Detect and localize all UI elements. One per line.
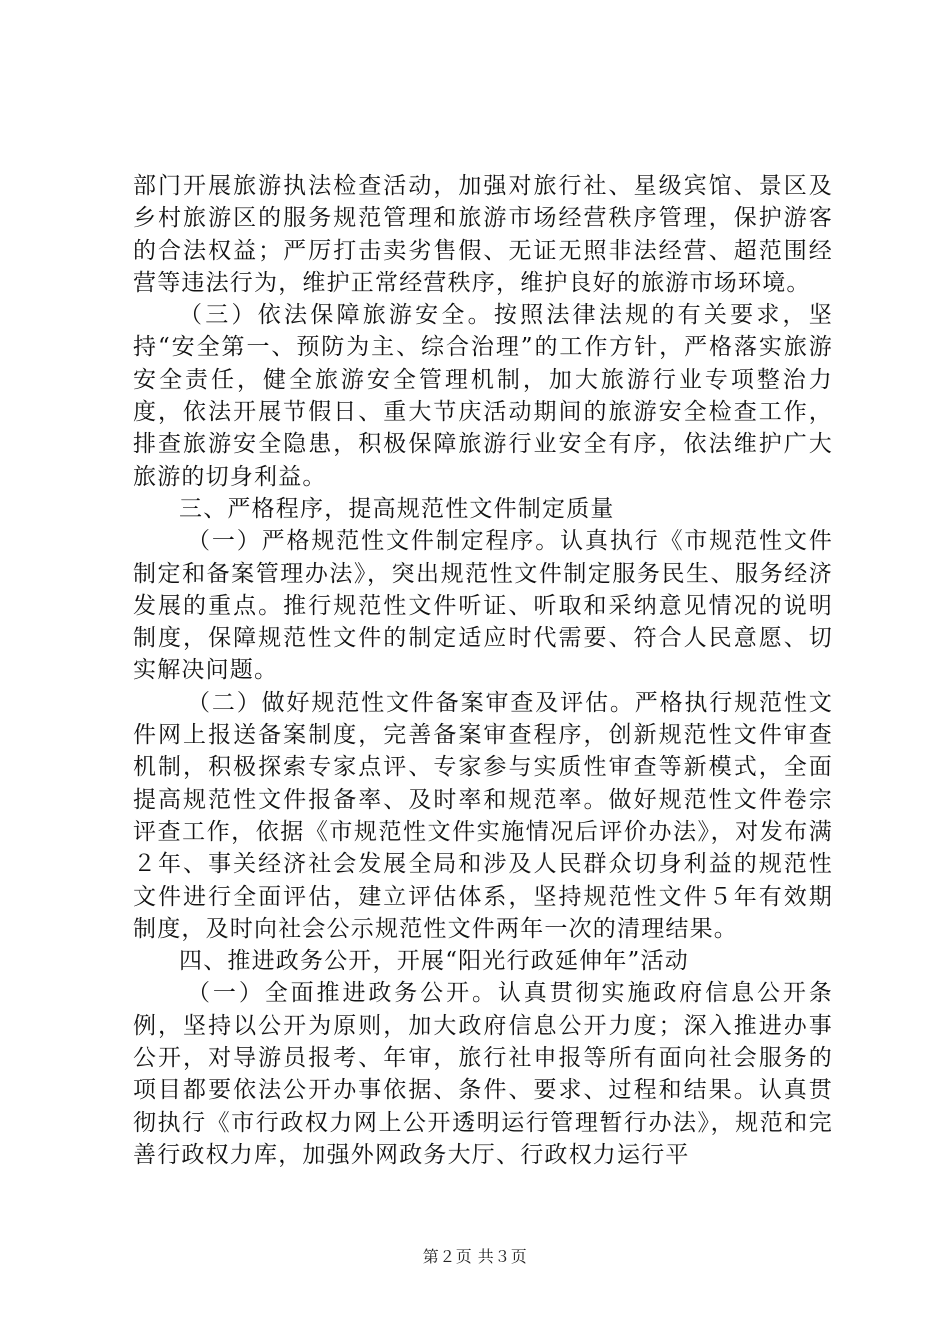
paragraph-document-procedure: （一）严格规范性文件制定程序。认真执行《市规范性文件制定和备案管理办法》，突出规范性文件制定服务民生、服务经济发展的重点。推行规范性文件听证、听取和采纳意见情况的说明制度，保障规范性文件的制定适应时代需要、符合人民意愿、切实解决问题。 (133, 528, 833, 684)
section-heading-three: 三、严格程序，提高规范性文件制定质量 (179, 495, 615, 522)
section-heading-four: 四、推进政务公开，开展“阳光行政延伸年”活动 (179, 948, 689, 975)
document-body (133, 170, 833, 1171)
paragraph-tourism-enforcement: 部门开展旅游执法检查活动，加强对旅行社、星级宾馆、景区及乡村旅游区的服务规范管理和旅游市场经营秩序管理，保护游客的合法权益；严厉打击卖劣售假、无证无照非法经营、超范围经营等违法行为，维护正常经营秩序，维护良好的旅游市场环境。 (133, 173, 833, 296)
paragraph-government-openness: （一）全面推进政务公开。认真贯彻实施政府信息公开条例，坚持以公开为原则，加大政府信息公开力度；深入推进办事公开，对导游员报考、年审，旅行社申报等所有面向社会服务的项目都要依法公开办事依据、条件、要求、过程和结果。认真贯彻执行《市行政权力网上公开透明运行管理暂行办法》，规范和完善行政权力库，加强外网政务大厅、行政权力运行平 (133, 980, 833, 1168)
paragraph-document-review: （二）做好规范性文件备案审查及评估。严格执行规范性文件网上报送备案制度，完善备案审查程序，创新规范性文件审查机制，积极探索专家点评、专家参与实质性审查等新模式，全面提高规范性文件报备率、及时率和规范率。做好规范性文件卷宗评查工作，依据《市规范性文件实施情况后评价办法》，对发布满２年、事关经济社会发展全局和涉及人民群众切身利益的规范性文件进行全面评估，建立评估体系，坚持规范性文件５年有效期制度，及时向社会公示规范性文件两年一次的清理结果。 (133, 689, 833, 942)
page-number-footer: 第２页 共３页 (422, 1247, 528, 1266)
paragraph-tourism-safety: （三）依法保障旅游安全。按照法律法规的有关要求，坚持“安全第一、预防为主、综合治理”的工作方针，严格落实旅游安全责任，健全旅游安全管理机制，加大旅游行业专项整治力度，依法开展节假日、重大节庆活动期间的旅游安全检查工作，排查旅游安全隐患，积极保障旅游行业安全有序，依法维护广大旅游的切身利益。 (133, 302, 833, 490)
